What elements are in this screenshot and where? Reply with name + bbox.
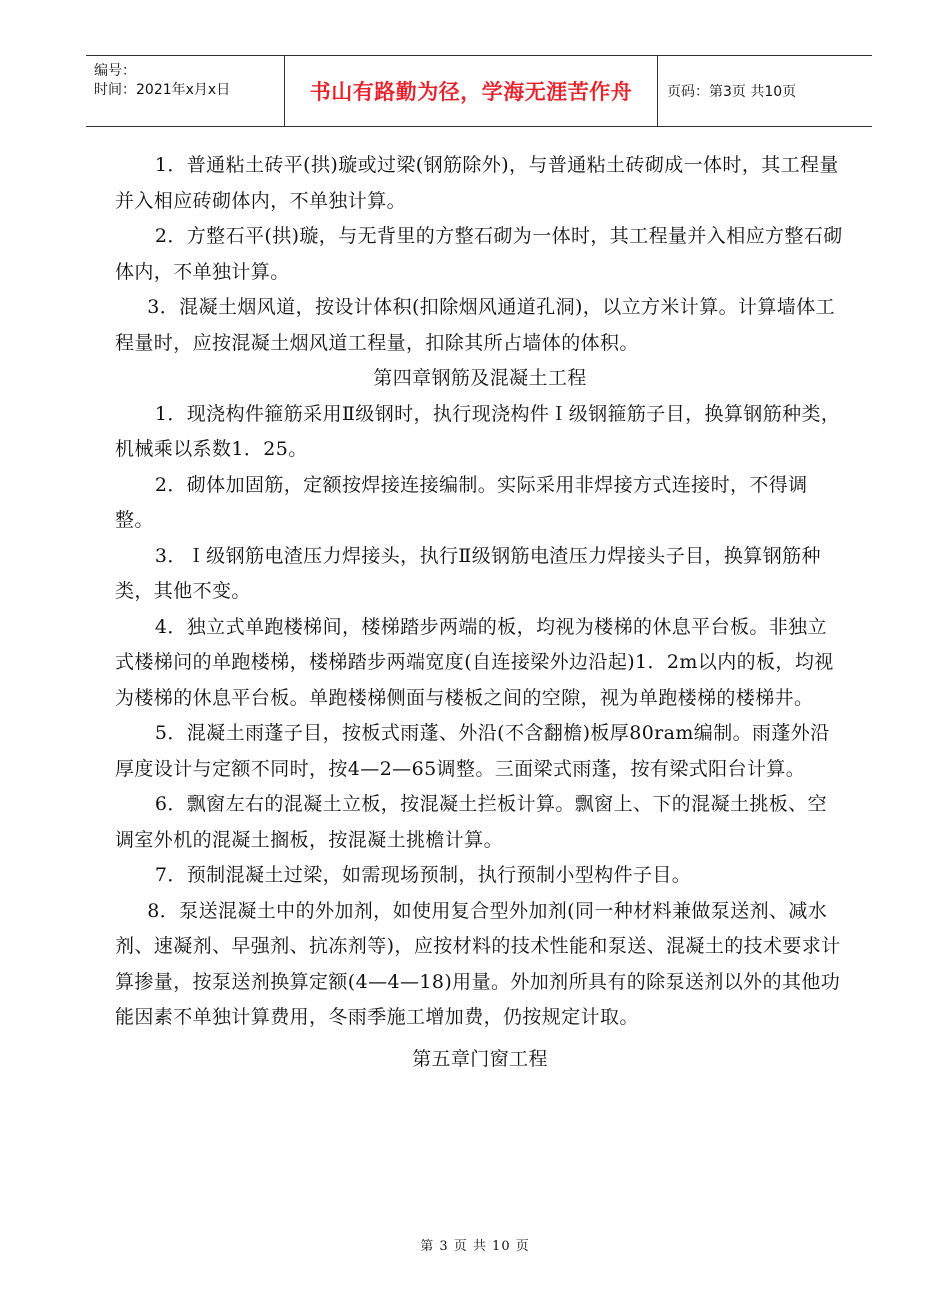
page-footer: 第 3 页 共 10 页 [420,1239,530,1254]
time-label: 时间：2021年x月x日 [94,82,231,98]
paragraph: 3．Ｉ级钢筋电渣压力焊接头，执行Ⅱ级钢筋电渣压力焊接头子目，换算钢筋种类，其他不变。 [115,544,821,602]
chapter-4-title: 第四章钢筋及混凝土工程 [373,367,587,389]
paragraph: 1．普通粘土砖平(拱)璇或过梁(钢筋除外)，与普通粘土砖砌成一体时，其工程量并入相应砖砌体内，不单独计算。 [115,154,839,212]
serial-label: 编号： [94,63,136,79]
paragraph: 2．方整石平(拱)璇，与无背里的方整石砌为一体时，其工程量并入相应方整石砌体内，不单独计算。 [115,225,843,283]
header-motto-cell [285,56,658,126]
paragraph: 6．飘窗左右的混凝土立板，按混凝土拦板计算。飘窗上、下的混凝土挑板、空调室外机的混凝土搁板，按混凝土挑檐计算。 [115,793,827,851]
page-header [86,55,872,127]
paragraph: 5．混凝土雨蓬子目，按板式雨蓬、外沿(不含翻檐)板厚80ram编制。雨蓬外沿厚度设计与定额不同时，按4—2—65调整。三面梁式雨蓬，按有梁式阳台计算。 [115,722,830,780]
paragraph: 4．独立式单跑楼梯间，楼梯踏步两端的板，均视为楼梯的休息平台板。非独立式楼梯问的单跑楼梯，楼梯踏步两端宽度(自连接梁外边沿起)1．2m以内的板，均视为楼梯的休息平台板。单跑楼梯侧面与楼板之间的空隙，视为单跑楼梯的楼梯井。 [115,615,834,709]
header-meta [86,56,285,126]
paragraph: 3．混凝土烟风道，按设计体积(扣除烟风通道孔洞)，以立方米计算。计算墙体工程量时，应按混凝土烟风道工程量，扣除其所占墙体的体积。 [115,296,836,354]
chapter-5-title: 第五章门窗工程 [412,1047,548,1070]
header-page-info: 页码：第3页 共10页 [667,84,797,100]
motto-text: 书山有路勤为径，学海无涯苦作舟 [309,80,633,104]
document-body [115,148,845,1077]
paragraph: 7．预制混凝土过梁，如需现场预制，执行预制小型构件子目。 [154,864,692,886]
paragraph: 2．砌体加固筋，定额按焊接连接编制。实际采用非焊接方式连接时，不得调整。 [115,473,808,531]
paragraph: 8．泵送混凝土中的外加剂，如使用复合型外加剂(同一种材料兼做泵送剂、减水剂、速凝剂、早强剂、抗冻剂等)，应按材料的技术性能和泵送、混凝土的技术要求计算掺量，按泵送剂换算定额(4—4—18)用量。外加剂所具有的除泵送剂以外的其他功能因素不单独计算费用，冬雨季施工增加费，仍按规定计取。 [115,899,841,1028]
paragraph: 1．现浇构件箍筋采用Ⅱ级钢时，执行现浇构件Ｉ级钢箍筋子目，换算钢筋种类，机械乘以系数1．25。 [115,402,841,460]
